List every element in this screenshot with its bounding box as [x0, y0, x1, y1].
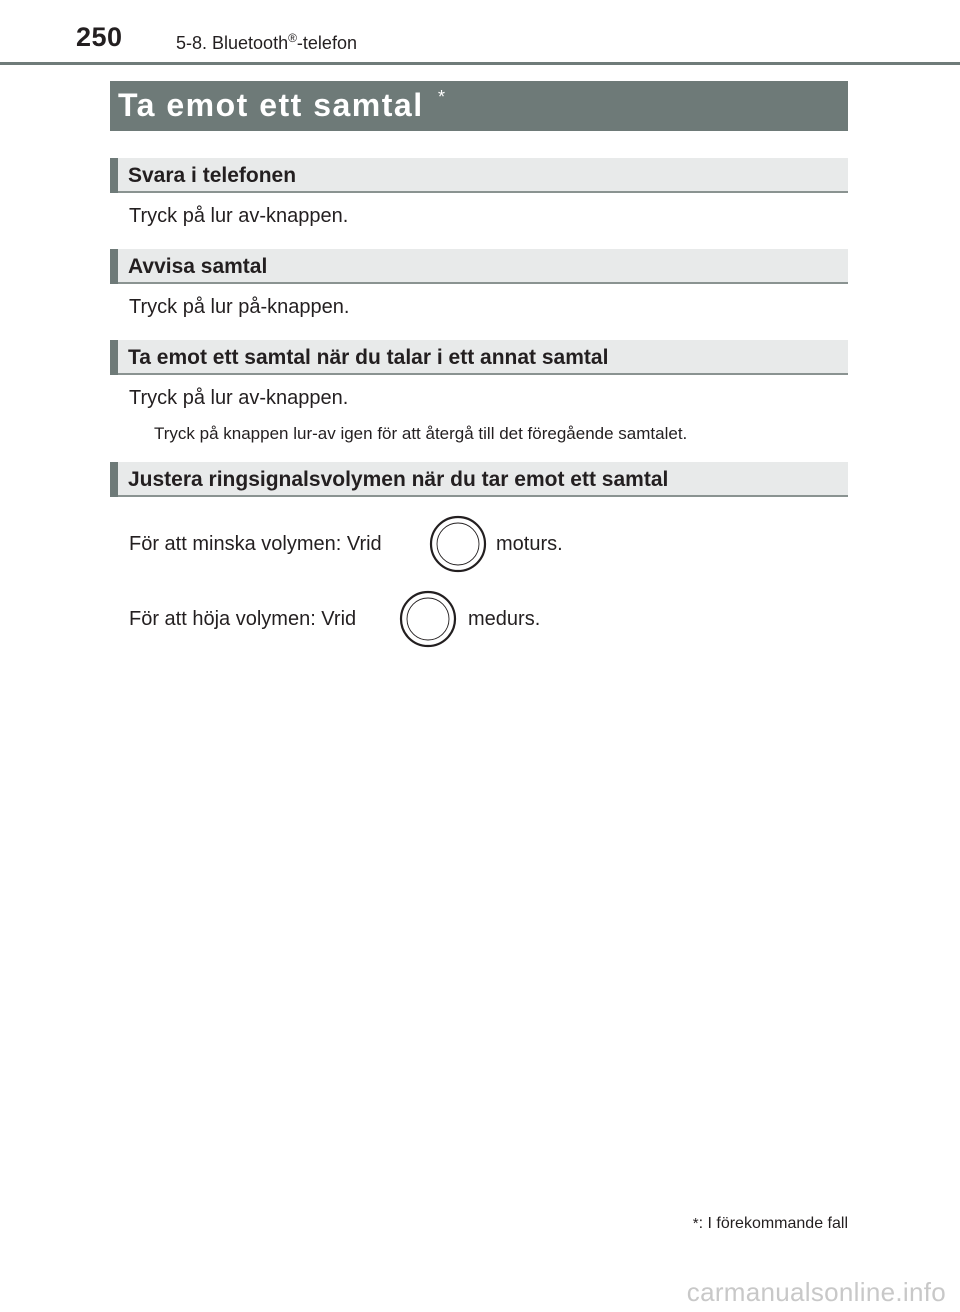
page-number: 250	[76, 22, 123, 52]
volume-knob-icon	[398, 589, 458, 649]
subheading-reject	[110, 249, 848, 284]
instruction-text: Tryck på lur på-knappen.	[129, 296, 350, 318]
decrease-volume-text: För att minska volymen: Vrid	[129, 533, 382, 555]
page-header	[0, 0, 960, 70]
subheading-text: Ta emot ett samtal när du talar i ett annat samtal	[128, 346, 609, 369]
footnote-text: : I förekommande fall	[698, 1215, 848, 1232]
subheading-text: Svara i telefonen	[128, 164, 297, 187]
registered-mark: ®	[288, 31, 297, 45]
subheading-answer	[110, 158, 848, 193]
subheading-bar	[110, 340, 118, 375]
subheading-text: Justera ringsignalsvolymen när du tar emot ett samtal	[128, 468, 669, 491]
increase-volume-text: För att höja volymen: Vrid	[129, 608, 357, 630]
watermark: carmanualsonline.info	[686, 1277, 946, 1307]
footnote-mark: *	[692, 1215, 699, 1232]
subheading-bar	[110, 158, 118, 193]
note-text: Tryck på knappen lur-av igen för att återgå till det föregående samtalet.	[154, 424, 688, 443]
increase-direction-text: medurs.	[468, 608, 541, 630]
volume-knob-icon	[428, 514, 488, 574]
decrease-direction-text: moturs.	[496, 533, 563, 555]
subheading-bar	[110, 249, 118, 284]
footnote	[693, 1215, 848, 1233]
instruction-text: Tryck på lur av-knappen.	[129, 205, 349, 227]
header-rule	[0, 62, 960, 65]
subheading-call-waiting	[110, 340, 848, 375]
section-prefix: 5-8. Bluetooth	[176, 33, 289, 53]
instruction-text: Tryck på lur av-knappen.	[129, 387, 349, 409]
subheading-bar	[110, 462, 118, 497]
title-banner	[110, 81, 848, 131]
subheading-text: Avvisa samtal	[128, 255, 268, 278]
page-title: Ta emot ett samtal	[118, 87, 424, 123]
section-path	[176, 31, 357, 54]
subheading-ringtone-volume	[110, 462, 848, 497]
title-footnote-mark: *	[438, 87, 446, 107]
section-suffix: -telefon	[296, 33, 357, 53]
